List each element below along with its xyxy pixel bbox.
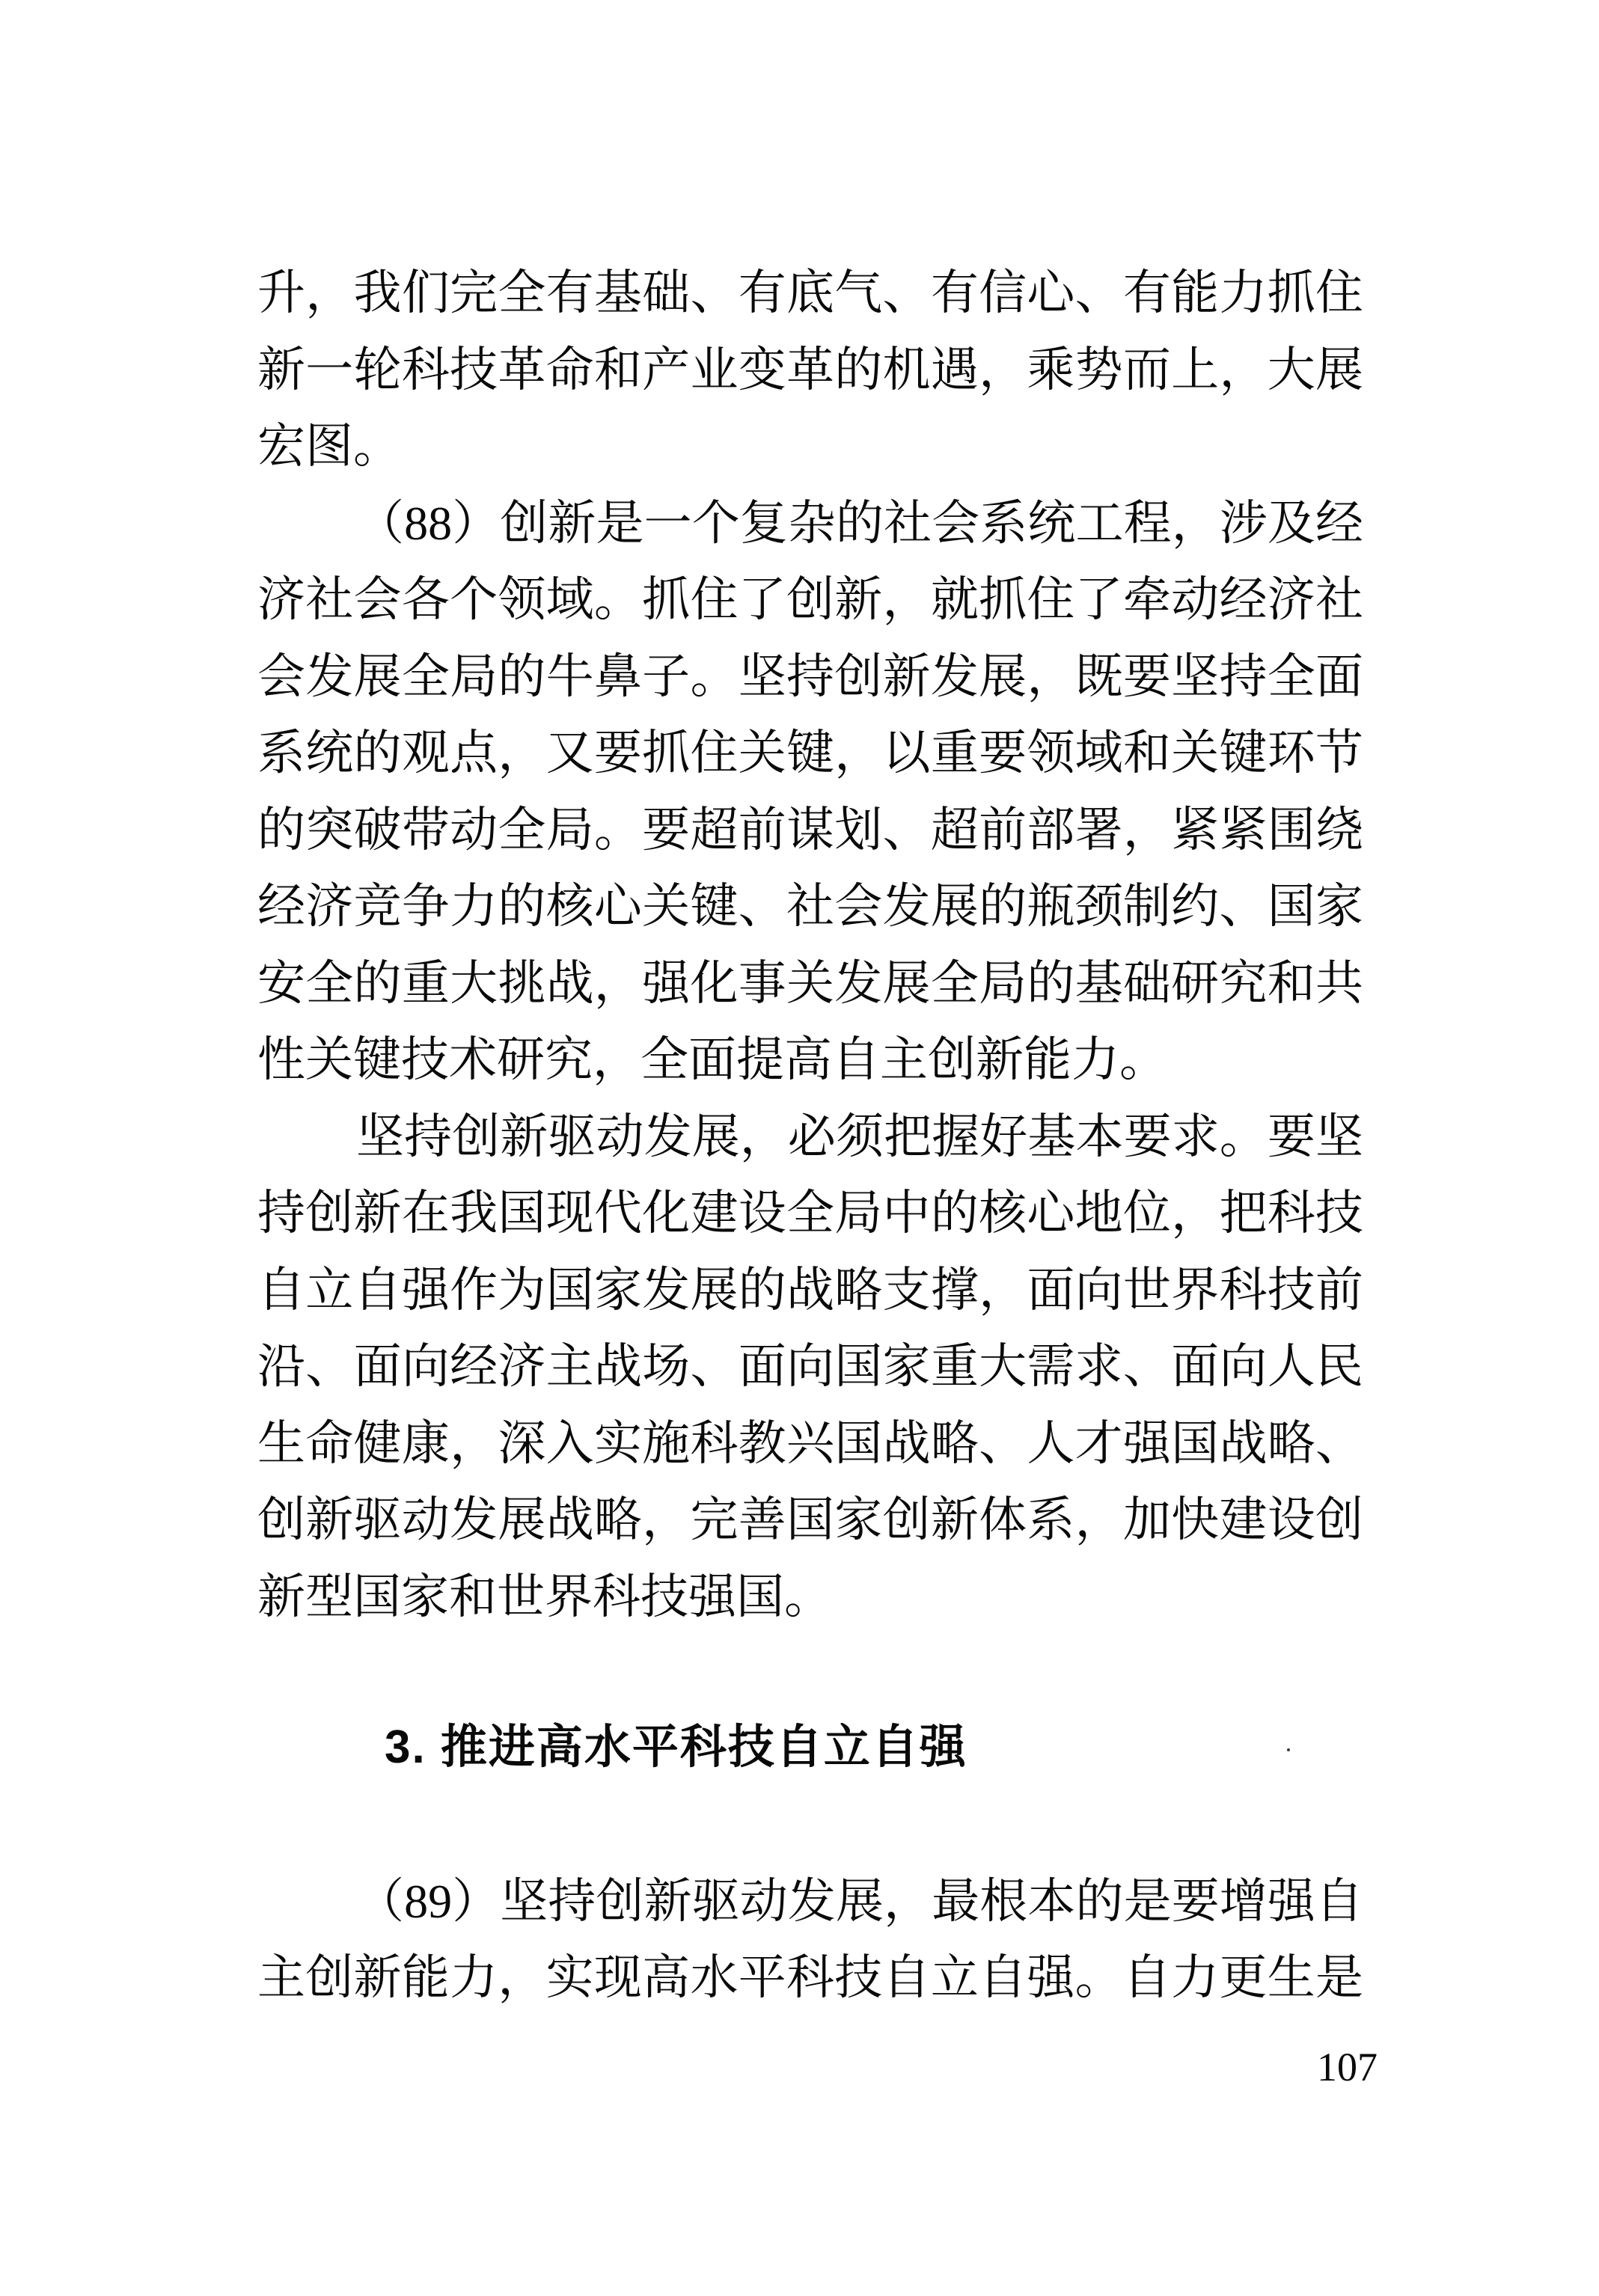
- text-line: （89）坚持创新驱动发展，最根本的是要增强自: [356, 1874, 1363, 1928]
- text-line: 沿、面向经济主战场、面向国家重大需求、面向人民: [257, 1340, 1363, 1393]
- text-line: 的突破带动全局。要超前谋划、超前部署，紧紧围绕: [257, 803, 1363, 857]
- text-line: 主创新能力，实现高水平科技自立自强。自力更生是: [257, 1951, 1363, 2004]
- text-line: 创新驱动发展战略，完善国家创新体系，加快建设创: [257, 1493, 1363, 1546]
- text-line: 系统的观点，又要抓住关键，以重要领域和关键环节: [257, 726, 1363, 780]
- text-line: 新型国家和世界科技强国。: [257, 1570, 832, 1623]
- page-number: 107: [1317, 2045, 1378, 2090]
- text-line: 升，我们完全有基础、有底气、有信心、有能力抓住: [257, 266, 1363, 319]
- paragraph: [257, 1099, 1363, 1636]
- text-line: 会发展全局的牛鼻子。坚持创新发展，既要坚持全面: [257, 649, 1363, 703]
- text-line: 生命健康，深入实施科教兴国战略、人才强国战略、: [257, 1416, 1363, 1470]
- text-line: 坚持创新驱动发展，必须把握好基本要求。要坚: [356, 1109, 1363, 1163]
- paragraph: [257, 255, 1363, 486]
- text-line: 安全的重大挑战，强化事关发展全局的基础研究和共: [257, 956, 1363, 1010]
- text-line: 济社会各个领域。抓住了创新，就抓住了牵动经济社: [257, 573, 1363, 626]
- text-line: 自立自强作为国家发展的战略支撑，面向世界科技前: [257, 1263, 1363, 1317]
- paragraph: [257, 486, 1363, 1099]
- paragraph: [257, 1864, 1363, 2017]
- text-line: 新一轮科技革命和产业变革的机遇，乘势而上，大展: [257, 343, 1363, 397]
- text-line: （88）创新是一个复杂的社会系统工程，涉及经: [356, 496, 1363, 550]
- text-line: 宏图。: [257, 420, 401, 473]
- body-text: [257, 255, 1363, 2017]
- ink-speck: [1287, 1748, 1290, 1751]
- text-line: 经济竞争力的核心关键、社会发展的瓶颈制约、国家: [257, 880, 1363, 933]
- section-heading: 3. 推进高水平科技自立自强: [385, 1721, 967, 1773]
- text-line: 性关键技术研究，全面提高自主创新能力。: [257, 1033, 1167, 1086]
- text-line: 持创新在我国现代化建设全局中的核心地位，把科技: [257, 1187, 1363, 1240]
